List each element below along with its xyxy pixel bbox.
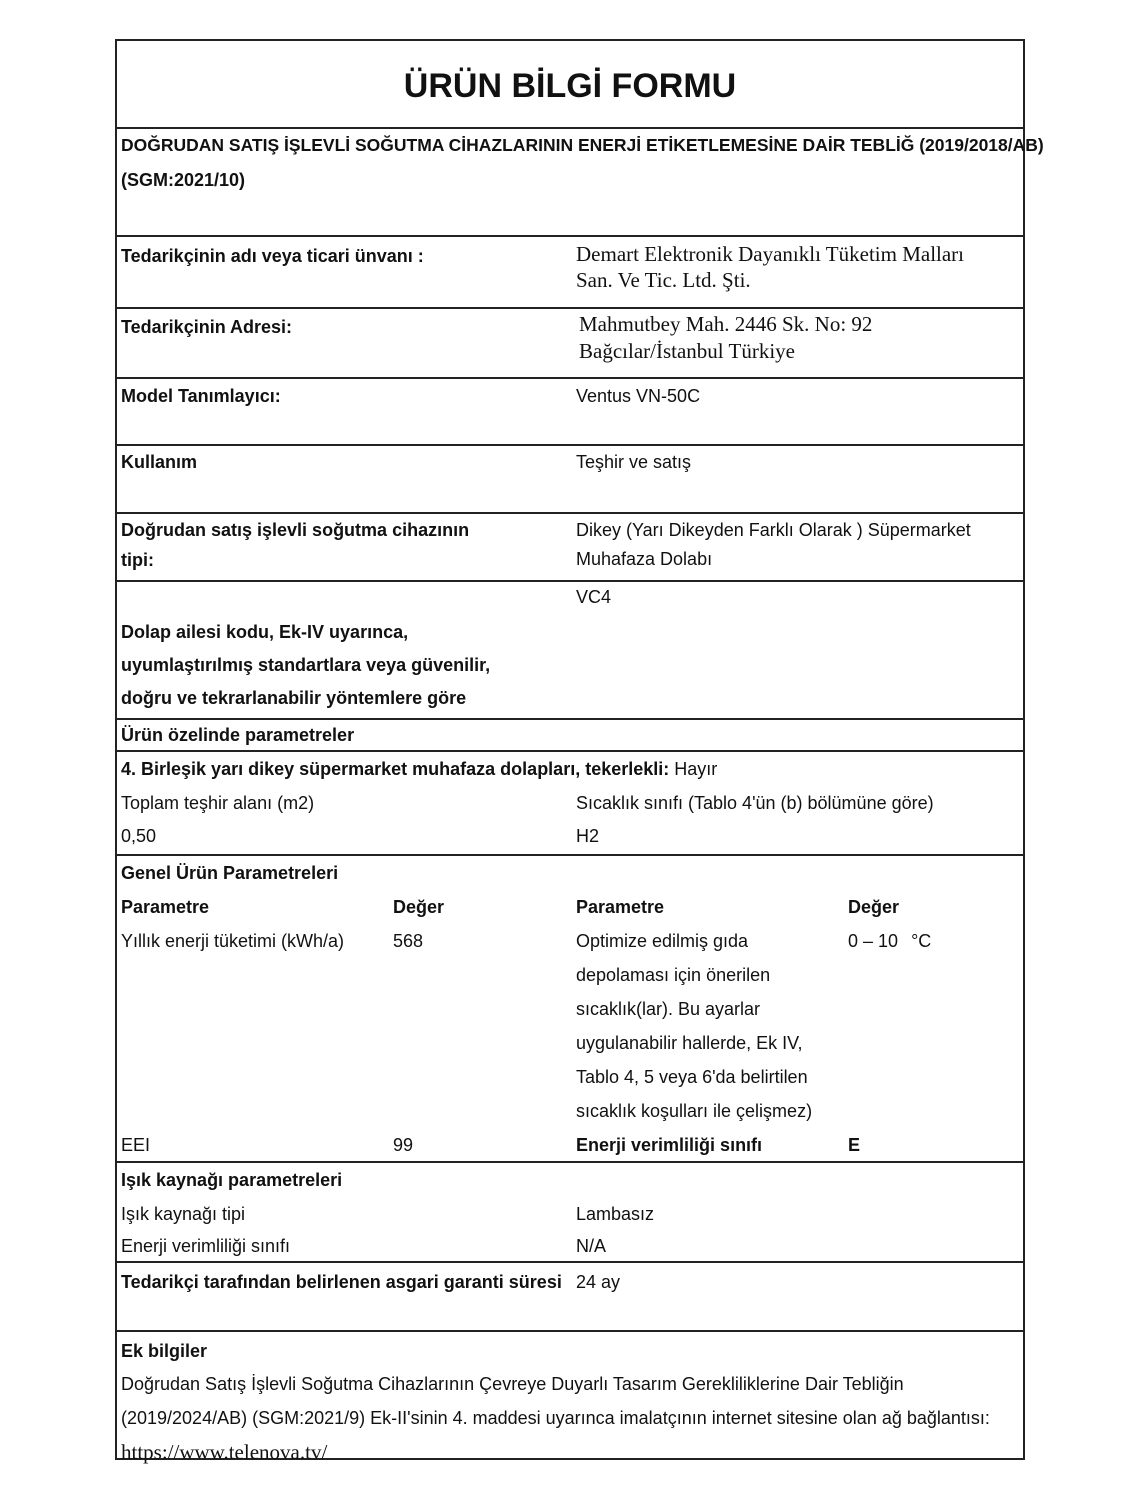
- light-heading: Işık kaynağı parametreleri: [121, 1170, 343, 1190]
- col-value-1: Değer: [393, 897, 445, 917]
- device-type-label-2: tipi:: [121, 550, 154, 570]
- supplier-name-value-1: Demart Elektronik Dayanıklı Tüketim Malları: [576, 242, 965, 266]
- page-title: ÜRÜN BİLGİ FORMU: [403, 67, 737, 105]
- semi-vertical-label: 4. Birleşik yarı dikey süpermarket muhafaza dolapları, tekerlekli:: [121, 759, 670, 779]
- temp-class-value: H2: [576, 826, 600, 846]
- usage-row: [117, 446, 1023, 514]
- regulation-line-2: (SGM:2021/10): [121, 170, 246, 190]
- energy-class-label: Enerji verimliliği sınıfı: [576, 1135, 763, 1155]
- device-type-value-1: Dikey (Yarı Dikeyden Farklı Olarak ) Süpermarket: [576, 520, 971, 540]
- additional-line-2: (2019/2024/AB) (SGM:2021/9) Ek-II'sinin 4. maddesi uyarınca imalatçının internet sitesine olan ağ bağlantısı:: [121, 1408, 990, 1428]
- product-specific-heading: Ürün özelinde parametreler: [121, 725, 355, 745]
- device-type-value-2: Muhafaza Dolabı: [576, 549, 713, 569]
- display-area-label: Toplam teşhir alanı (m2): [121, 793, 315, 813]
- product-specific-row: [117, 720, 1023, 752]
- semi-vertical-row: [117, 752, 1023, 856]
- temp-param-line-5: Tablo 4, 5 veya 6'da belirtilen: [576, 1067, 808, 1087]
- general-params-row: [117, 856, 1023, 1163]
- temp-param-line-2: depolaması için önerilen: [576, 965, 771, 985]
- family-code-row: [117, 582, 1023, 720]
- model-row: [117, 379, 1023, 446]
- regulation-line-1: DOĞRUDAN SATIŞ İŞLEVLİ SOĞUTMA CİHAZLARININ ENERJİ ETİKETLEMESİNE DAİR TEBLİĞ (2019/2018/AB): [121, 135, 1044, 155]
- supplier-address-label: Tedarikçinin Adresi:: [121, 317, 293, 337]
- annual-energy-value: 568: [393, 931, 424, 951]
- supplier-address-value-1: Mahmutbey Mah. 2446 Sk. No: 92: [579, 312, 873, 336]
- col-param-2: Parametre: [576, 897, 665, 917]
- col-value-2: Değer: [848, 897, 900, 917]
- device-type-label-1: Doğrudan satış işlevli soğutma cihazının: [121, 520, 470, 540]
- supplier-name-label: Tedarikçinin adı veya ticari ünvanı :: [121, 246, 424, 266]
- light-class-value: N/A: [576, 1236, 607, 1256]
- general-heading: Genel Ürün Parametreleri: [121, 863, 339, 883]
- warranty-value: 24 ay: [576, 1272, 621, 1292]
- additional-info-row: [117, 1332, 1023, 1464]
- light-source-row: [117, 1163, 1023, 1263]
- supplier-name-row: [117, 237, 1023, 309]
- device-type-row: [117, 514, 1023, 582]
- product-info-form: [115, 39, 1044, 1464]
- temp-param-line-3: sıcaklık(lar). Bu ayarlar: [576, 999, 761, 1019]
- model-label: Model Tanımlayıcı:: [121, 386, 281, 406]
- eei-value: 99: [393, 1135, 414, 1155]
- additional-heading: Ek bilgiler: [121, 1341, 208, 1361]
- temp-class-label: Sıcaklık sınıfı (Tablo 4'ün (b) bölümüne göre): [576, 793, 934, 813]
- warranty-row: [117, 1263, 1023, 1332]
- family-code-label-3: doğru ve tekrarlanabilir yöntemlere göre: [121, 688, 467, 708]
- display-area-value: 0,50: [121, 826, 157, 846]
- eei-label: EEI: [121, 1135, 151, 1155]
- usage-label: Kullanım: [121, 452, 198, 472]
- family-code-label-2: uyumlaştırılmış standartlara veya güvenilir,: [121, 655, 491, 675]
- title-row: [117, 41, 1023, 129]
- supplier-address-row: [117, 309, 1023, 379]
- family-code-value: VC4: [576, 587, 612, 607]
- temp-unit: °C: [911, 931, 932, 951]
- usage-value: Teşhir ve satış: [576, 452, 692, 472]
- supplier-name-value-2: San. Ve Tic. Ltd. Şti.: [576, 268, 751, 292]
- temp-param-line-1: Optimize edilmiş gıda: [576, 931, 749, 951]
- supplier-address-value-2: Bağcılar/İstanbul Türkiye: [579, 339, 795, 363]
- light-class-label: Enerji verimliliği sınıfı: [121, 1236, 291, 1256]
- semi-vertical-value: Hayır: [674, 759, 718, 779]
- temp-param-line-4: uygulanabilir hallerde, Ek IV,: [576, 1033, 803, 1053]
- temp-param-line-6: sıcaklık koşulları ile çelişmez): [576, 1101, 813, 1121]
- family-code-label-1: Dolap ailesi kodu, Ek-IV uyarınca,: [121, 622, 409, 642]
- temp-value: 0 – 10: [848, 931, 899, 951]
- light-type-label: Işık kaynağı tipi: [121, 1204, 246, 1224]
- model-value: Ventus VN-50C: [576, 386, 701, 406]
- manufacturer-link[interactable]: https://www.telenova.tv/: [121, 1440, 328, 1464]
- col-param-1: Parametre: [121, 897, 210, 917]
- warranty-label: Tedarikçi tarafından belirlenen asgari garanti süresi: [121, 1272, 562, 1292]
- annual-energy-label: Yıllık enerji tüketimi (kWh/a): [121, 931, 345, 951]
- energy-class-value: E: [848, 1135, 861, 1155]
- additional-line-1: Doğrudan Satış İşlevli Soğutma Cihazlarının Çevreye Duyarlı Tasarım Gerekliliklerine Dair Tebliğin: [121, 1374, 904, 1394]
- light-type-value: Lambasız: [576, 1204, 655, 1224]
- regulation-row: [117, 129, 1044, 237]
